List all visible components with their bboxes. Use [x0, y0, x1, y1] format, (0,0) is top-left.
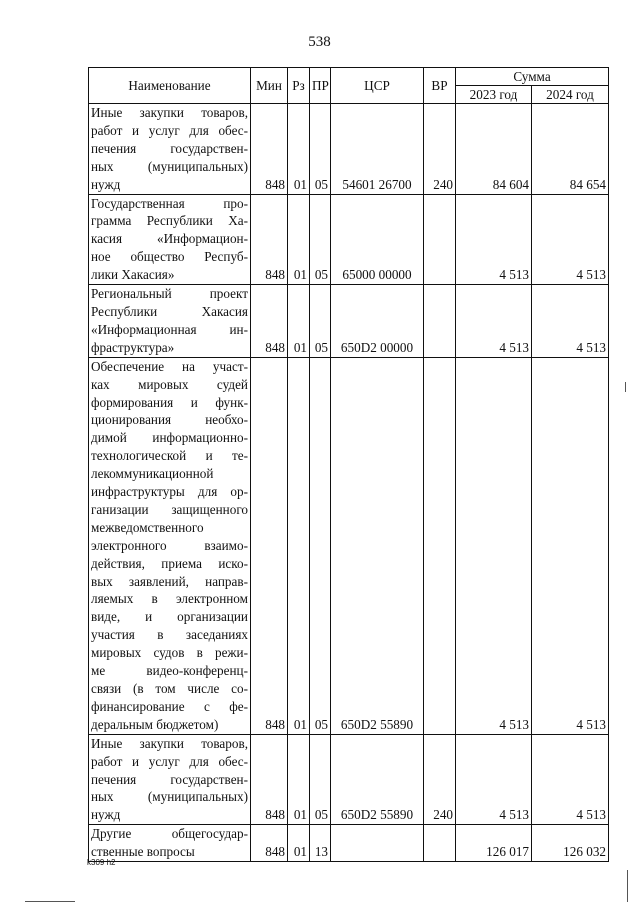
row-name-line: вых заявлений, направ-	[91, 573, 248, 589]
table-row	[89, 357, 609, 734]
page-number: 538	[308, 34, 331, 50]
row-y2023-cell: 4 513	[456, 194, 532, 285]
row-vr-cell: 240	[424, 734, 456, 825]
row-name-line: печения государствен-	[91, 140, 248, 156]
row-name-line: ных (муниципальных)	[91, 158, 248, 174]
row-name-line: нужд	[91, 807, 121, 823]
row-name-line: Обеспечение на участ-	[91, 358, 248, 374]
row-name-line: Республики Хакасия	[91, 303, 248, 319]
row-name-line: ганизации защищенного	[91, 501, 248, 517]
row-name-line: ственные вопросы	[91, 844, 195, 860]
row-vr-cell	[424, 285, 456, 358]
table-row	[89, 194, 609, 285]
footer-code: k309 h2	[87, 858, 116, 867]
row-y2023-cell: 126 017	[456, 825, 532, 862]
row-name-line: Другие общегосудар-	[91, 826, 248, 842]
row-name-line: электронного взаимо-	[91, 537, 248, 553]
row-min-cell: 848	[251, 104, 288, 195]
row-name-line: технологической и те-	[91, 448, 248, 464]
row-name-line: финансирование с фе-	[91, 698, 248, 714]
row-name-line: лекоммуникационной	[91, 466, 214, 482]
row-name	[89, 194, 251, 285]
col-header-name: Наименование	[89, 68, 251, 104]
row-name-line: нужд	[91, 176, 121, 192]
col-header-min: Мин	[251, 68, 288, 104]
col-header-csr: ЦСР	[331, 68, 424, 104]
row-name-line: работ и услуг для обес-	[91, 122, 248, 138]
row-min-cell: 848	[251, 734, 288, 825]
row-name-line: Государственная про-	[91, 195, 248, 211]
row-y2024-cell: 4 513	[532, 734, 609, 825]
row-y2023-cell: 4 513	[456, 357, 532, 734]
row-min-cell: 848	[251, 825, 288, 862]
row-name-line: ных (муниципальных)	[91, 789, 248, 805]
row-name-line: участия в заседаниях	[91, 627, 248, 643]
row-vr-cell	[424, 825, 456, 862]
row-pr-cell: 05	[310, 285, 331, 358]
row-csr-cell: 65000 00000	[331, 194, 424, 285]
row-rz-cell: 01	[288, 825, 310, 862]
row-rz-cell: 01	[288, 734, 310, 825]
row-y2024-cell: 84 654	[532, 104, 609, 195]
row-csr-cell: 54601 26700	[331, 104, 424, 195]
row-name-line: ляемых в электронном	[91, 591, 248, 607]
row-y2024-cell: 126 032	[532, 825, 609, 862]
col-header-2023: 2023 год	[456, 86, 532, 104]
row-csr-cell	[331, 825, 424, 862]
table-row	[89, 734, 609, 825]
row-rz-cell: 01	[288, 104, 310, 195]
row-pr-cell: 13	[310, 825, 331, 862]
row-name-line: лики Хакасия»	[91, 267, 175, 283]
row-csr-cell: 650D2 00000	[331, 285, 424, 358]
row-name-line: печения государствен-	[91, 771, 248, 787]
col-header-pr: ПР	[310, 68, 331, 104]
row-name-line: связи (в том числе со-	[91, 681, 248, 696]
row-name	[89, 734, 251, 825]
table-row	[89, 285, 609, 358]
row-name-line: «Информационная ин-	[91, 321, 248, 337]
budget-table	[88, 67, 609, 862]
row-y2023-cell: 4 513	[456, 734, 532, 825]
table-row	[89, 825, 609, 862]
row-name-line: грамма Республики Ха-	[91, 213, 248, 229]
row-name-line: Иные закупки товаров,	[91, 105, 248, 120]
row-y2023-cell: 84 604	[456, 104, 532, 195]
row-csr-cell: 650D2 55890	[331, 357, 424, 734]
row-pr-cell: 05	[310, 194, 331, 285]
table-body	[89, 104, 609, 862]
row-vr-cell	[424, 194, 456, 285]
row-name-line: формирования и функ-	[91, 394, 248, 410]
row-name-line: Иные закупки товаров,	[91, 735, 248, 751]
row-rz-cell: 01	[288, 194, 310, 285]
row-min-cell: 848	[251, 285, 288, 358]
row-name-line: ное общество Респуб-	[91, 249, 248, 265]
row-min-cell: 848	[251, 194, 288, 285]
col-header-rz: Рз	[288, 68, 310, 104]
row-name	[89, 357, 251, 734]
row-name-line: работ и услуг для обес-	[91, 753, 248, 769]
col-header-vr: ВР	[424, 68, 456, 104]
row-name-line: ционирования необхо-	[91, 412, 248, 428]
row-name-line: ме видео-конференц-	[91, 663, 248, 679]
row-name	[89, 285, 251, 358]
row-name-line: димой информационно-	[91, 430, 248, 446]
row-name-line: касия «Информацион-	[91, 231, 248, 247]
row-min-cell: 848	[251, 357, 288, 734]
row-rz-cell: 01	[288, 357, 310, 734]
row-name	[89, 104, 251, 195]
row-name-line: межведомственного	[91, 519, 204, 535]
scan-edge-mark	[25, 901, 75, 902]
row-y2024-cell: 4 513	[532, 357, 609, 734]
row-csr-cell: 650D2 55890	[331, 734, 424, 825]
scan-edge-mark	[627, 870, 628, 902]
row-name-line: мировых судов в режи-	[91, 645, 248, 661]
row-y2024-cell: 4 513	[532, 194, 609, 285]
row-name-line: виде, и организации	[91, 609, 248, 625]
row-pr-cell: 05	[310, 104, 331, 195]
row-vr-cell	[424, 357, 456, 734]
col-header-sum: Сумма	[456, 68, 609, 86]
row-rz-cell: 01	[288, 285, 310, 358]
row-name-line: деральным бюджетом)	[91, 716, 219, 732]
scan-edge-mark	[625, 382, 626, 392]
row-name-line: фраструктура»	[91, 339, 175, 355]
col-header-2024: 2024 год	[532, 86, 609, 104]
row-name-line: Региональный проект	[91, 286, 248, 302]
row-pr-cell: 05	[310, 357, 331, 734]
row-name-line: действия, приема иско-	[91, 555, 248, 571]
row-y2024-cell: 4 513	[532, 285, 609, 358]
row-name	[89, 825, 251, 862]
row-name-line: ках мировых судей	[91, 376, 248, 392]
row-y2023-cell: 4 513	[456, 285, 532, 358]
row-pr-cell: 05	[310, 734, 331, 825]
row-vr-cell: 240	[424, 104, 456, 195]
table-row	[89, 104, 609, 195]
row-name-line: инфраструктуры для ор-	[91, 484, 248, 500]
